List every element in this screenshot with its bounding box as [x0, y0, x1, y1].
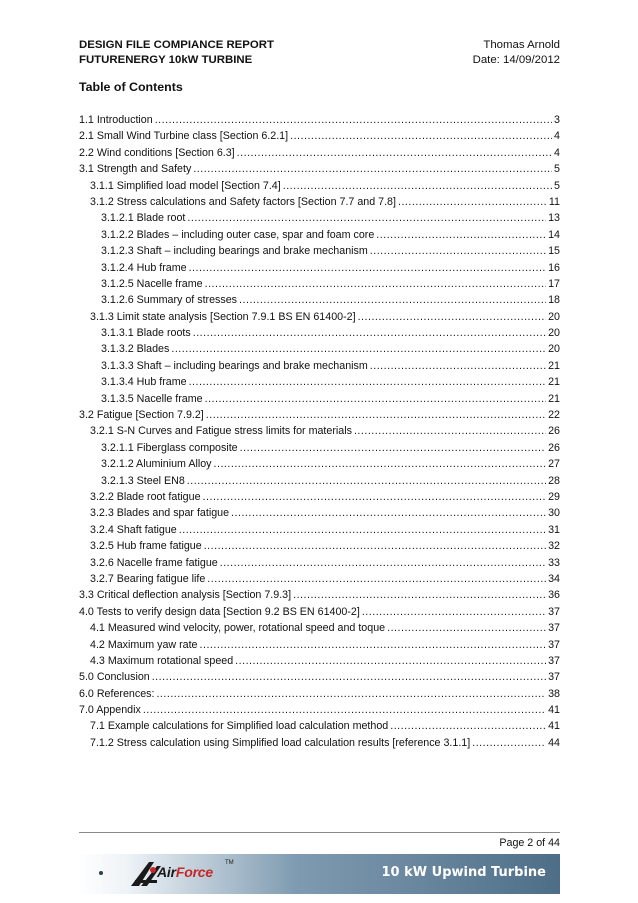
toc-entry[interactable]: [79, 145, 560, 161]
table-of-contents: [79, 112, 560, 751]
toc-entry-page: 20: [548, 310, 560, 323]
toc-entry[interactable]: [79, 669, 560, 685]
toc-dot-leader: [354, 423, 546, 439]
toc-entry[interactable]: [79, 161, 560, 177]
toc-entry-title: 3.2.7 Bearing fatigue life: [90, 572, 206, 585]
toc-entry-title: 3.2 Fatigue [Section 7.9.2]: [79, 409, 204, 422]
toc-entry-page: 14: [548, 228, 560, 241]
toc-entry-title: 4.2 Maximum yaw rate: [90, 638, 198, 651]
toc-entry-page: 41: [548, 704, 560, 717]
toc-entry-page: 26: [548, 441, 560, 454]
toc-entry-page: 11: [548, 195, 560, 208]
toc-dot-leader: [239, 292, 546, 308]
toc-entry[interactable]: [79, 407, 560, 423]
report-subtitle: FUTURENERGY 10kW TURBINE: [79, 54, 253, 66]
toc-entry[interactable]: [79, 243, 560, 259]
toc-dot-leader: [193, 325, 546, 341]
toc-entry-page: 29: [548, 490, 560, 503]
toc-entry-title: 2.1 Small Wind Turbine class [Section 6.2.1]: [79, 130, 289, 143]
toc-entry-page: 21: [548, 359, 560, 372]
toc-entry-page: 37: [548, 638, 560, 651]
header-row-1: [79, 38, 560, 53]
toc-entry-title: 3.2.1 S-N Curves and Fatigue stress limits for materials: [90, 425, 352, 438]
toc-dot-leader: [240, 440, 546, 456]
toc-entry-title: 7.1 Example calculations for Simplified load calculation method: [90, 720, 389, 733]
toc-entry[interactable]: [79, 227, 560, 243]
toc-entry[interactable]: [79, 374, 560, 390]
toc-entry-title: 3.1.3 Limit state analysis [Section 7.9.1 BS EN 61400-2]: [90, 310, 356, 323]
toc-entry[interactable]: [79, 456, 560, 472]
toc-entry-title: 3.2.1.2 Aluminium Alloy: [101, 458, 212, 471]
toc-entry-title: 4.0 Tests to verify design data [Section 9.2 BS EN 61400-2]: [79, 605, 360, 618]
toc-entry-page: 13: [548, 212, 560, 225]
toc-dot-leader: [205, 391, 547, 407]
toc-dot-leader: [235, 653, 546, 669]
toc-dot-leader: [203, 489, 547, 505]
toc-dot-leader: [237, 145, 552, 161]
toc-entry[interactable]: [79, 686, 560, 702]
toc-dot-leader: [200, 637, 547, 653]
toc-entry-title: 3.1.2.5 Nacelle frame: [101, 277, 203, 290]
toc-entry[interactable]: [79, 718, 560, 734]
toc-dot-leader: [472, 735, 546, 751]
toc-entry[interactable]: [79, 604, 560, 620]
toc-entry[interactable]: [79, 555, 560, 571]
toc-dot-leader: [193, 161, 552, 177]
toc-entry-title: 7.1.2 Stress calculation using Simplified load calculation results [reference 3.1.1]: [90, 736, 471, 749]
toc-dot-leader: [206, 407, 546, 423]
toc-entry-page: 26: [548, 425, 560, 438]
toc-entry[interactable]: [79, 587, 560, 603]
toc-dot-leader: [370, 243, 546, 259]
toc-entry-page: 16: [548, 261, 560, 274]
toc-dot-leader: [155, 112, 552, 128]
toc-entry-page: 28: [548, 474, 560, 487]
toc-entry-title: 3.2.1.1 Fiberglass composite: [101, 441, 238, 454]
toc-entry-title: 3.1.2 Stress calculations and Safety factors [Section 7.7 and 7.8]: [90, 195, 396, 208]
toc-entry-page: 32: [548, 540, 560, 553]
toc-entry[interactable]: [79, 735, 560, 751]
page-header: [79, 38, 560, 68]
logo-trademark: TM: [225, 860, 234, 866]
toc-dot-leader: [390, 718, 546, 734]
report-date: Date: 14/09/2012: [472, 54, 560, 66]
toc-entry-title: 3.1.3.3 Shaft – including bearings and brake mechanism: [101, 359, 368, 372]
toc-entry-page: 34: [548, 572, 560, 585]
toc-entry-page: 4: [554, 146, 560, 159]
toc-entry-title: 7.0 Appendix: [79, 704, 141, 717]
toc-entry-page: 37: [548, 605, 560, 618]
toc-entry-page: 5: [554, 179, 560, 192]
toc-entry[interactable]: [79, 210, 560, 226]
banner-title: 10 kW Upwind Turbine: [381, 865, 546, 880]
toc-entry-page: 4: [554, 130, 560, 143]
toc-entry[interactable]: [79, 505, 560, 521]
toc-entry-page: 21: [548, 392, 560, 405]
toc-entry[interactable]: [79, 637, 560, 653]
logo-wordmark: [157, 864, 213, 880]
toc-entry-title: 3.1.2.2 Blades – including outer case, spar and foam core: [101, 228, 375, 241]
toc-dot-leader: [214, 456, 547, 472]
toc-entry-page: 22: [548, 409, 560, 422]
toc-entry[interactable]: [79, 325, 560, 341]
toc-dot-leader: [231, 505, 546, 521]
toc-entry-page: 41: [548, 720, 560, 733]
toc-entry[interactable]: [79, 194, 560, 210]
toc-entry[interactable]: [79, 522, 560, 538]
toc-entry-title: 3.1.2.6 Summary of stresses: [101, 294, 238, 307]
header-row-2: [79, 53, 560, 68]
toc-entry-title: 3.1.1 Simplified load model [Section 7.4]: [90, 179, 281, 192]
logo-force: Force: [175, 864, 213, 880]
toc-entry-page: 38: [548, 687, 560, 700]
toc-entry[interactable]: [79, 620, 560, 636]
toc-entry-page: 36: [548, 589, 560, 602]
toc-entry[interactable]: [79, 128, 560, 144]
toc-entry[interactable]: [79, 702, 560, 718]
toc-entry-title: 3.1 Strength and Safety: [79, 163, 192, 176]
toc-dot-leader: [220, 555, 546, 571]
author-name: Thomas Arnold: [483, 39, 560, 51]
toc-entry[interactable]: [79, 178, 560, 194]
toc-entry-page: 30: [548, 507, 560, 520]
toc-entry-title: 3.1.2.3 Shaft – including bearings and brake mechanism: [101, 245, 368, 258]
toc-entry-title: 2.2 Wind conditions [Section 6.3]: [79, 146, 235, 159]
toc-entry-page: 33: [548, 556, 560, 569]
toc-entry[interactable]: [79, 538, 560, 554]
toc-dot-leader: [189, 260, 547, 276]
toc-entry-title: 3.1.3.1 Blade roots: [101, 327, 191, 340]
toc-dot-leader: [187, 473, 546, 489]
toc-entry-page: 20: [548, 343, 560, 356]
toc-entry-page: 37: [548, 622, 560, 635]
toc-entry[interactable]: [79, 309, 560, 325]
toc-entry[interactable]: [79, 489, 560, 505]
toc-dot-leader: [204, 538, 546, 554]
toc-dot-leader: [156, 686, 546, 702]
toc-dot-leader: [171, 341, 546, 357]
toc-entry-title: 3.1.3.4 Hub frame: [101, 376, 187, 389]
toc-entry[interactable]: [79, 341, 560, 357]
footer-divider: [79, 832, 560, 833]
footer-banner: [79, 854, 560, 894]
toc-dot-leader: [179, 522, 546, 538]
page-number: Page 2 of 44: [499, 837, 560, 849]
toc-entry-page: 18: [548, 294, 560, 307]
toc-entry-title: 3.2.3 Blades and spar fatigue: [90, 507, 230, 520]
toc-entry[interactable]: [79, 391, 560, 407]
toc-entry-title: 3.1.2.1 Blade root: [101, 212, 186, 225]
toc-entry-title: 3.2.5 Hub frame fatigue: [90, 540, 202, 553]
toc-entry-title: 3.1.2.4 Hub frame: [101, 261, 187, 274]
toc-entry-title: 3.1.3.2 Blades: [101, 343, 170, 356]
toc-dot-leader: [143, 702, 546, 718]
toc-entry-page: 37: [548, 671, 560, 684]
toc-entry[interactable]: [79, 423, 560, 439]
bullet-dot: [99, 871, 103, 875]
toc-entry[interactable]: [79, 571, 560, 587]
toc-dot-leader: [290, 128, 552, 144]
toc-entry-title: 6.0 References:: [79, 687, 155, 700]
toc-entry[interactable]: [79, 440, 560, 456]
toc-dot-leader: [207, 571, 546, 587]
toc-entry-page: 44: [548, 736, 560, 749]
toc-dot-leader: [398, 194, 547, 210]
toc-entry[interactable]: [79, 358, 560, 374]
toc-entry-page: 20: [548, 327, 560, 340]
toc-entry-title: 3.2.6 Nacelle frame fatigue: [90, 556, 218, 569]
toc-entry-title: 4.1 Measured wind velocity, power, rotational speed and toque: [90, 622, 386, 635]
toc-entry[interactable]: [79, 276, 560, 292]
toc-entry-page: 5: [554, 163, 560, 176]
toc-dot-leader: [205, 276, 547, 292]
toc-dot-leader: [152, 669, 546, 685]
toc-entry-title: 3.3 Critical deflection analysis [Section 7.9.3]: [79, 589, 292, 602]
toc-entry[interactable]: [79, 112, 560, 128]
toc-entry-title: 3.2.2 Blade root fatigue: [90, 490, 201, 503]
toc-dot-leader: [370, 358, 546, 374]
toc-dot-leader: [293, 587, 546, 603]
toc-dot-leader: [362, 604, 546, 620]
toc-entry-page: 3: [554, 114, 560, 126]
toc-entry[interactable]: [79, 260, 560, 276]
toc-entry-title: 3.2.4 Shaft fatigue: [90, 523, 177, 536]
toc-entry-page: 27: [548, 458, 560, 471]
toc-entry-title: 3.2.1.3 Steel EN8: [101, 474, 185, 487]
toc-entry-title: 4.3 Maximum rotational speed: [90, 654, 234, 667]
toc-dot-leader: [376, 227, 546, 243]
toc-dot-leader: [387, 620, 546, 636]
toc-entry[interactable]: [79, 292, 560, 308]
toc-entry-title: 3.1.3.5 Nacelle frame: [101, 392, 203, 405]
toc-entry-page: 15: [548, 245, 560, 258]
toc-heading: Table of Contents: [79, 80, 183, 94]
toc-dot-leader: [187, 210, 546, 226]
toc-entry-page: 31: [548, 523, 560, 536]
toc-dot-leader: [189, 374, 547, 390]
report-title: DESIGN FILE COMPIANCE REPORT: [79, 39, 274, 51]
toc-entry-page: 17: [548, 277, 560, 290]
toc-dot-leader: [283, 178, 552, 194]
logo-air: Air: [157, 864, 176, 880]
toc-dot-leader: [358, 309, 547, 325]
toc-entry-page: 21: [548, 376, 560, 389]
toc-entry[interactable]: [79, 653, 560, 669]
toc-entry-title: 1.1 Introduction: [79, 114, 153, 126]
toc-entry[interactable]: [79, 473, 560, 489]
toc-entry-title: 5.0 Conclusion: [79, 671, 150, 684]
toc-entry-page: 37: [548, 654, 560, 667]
